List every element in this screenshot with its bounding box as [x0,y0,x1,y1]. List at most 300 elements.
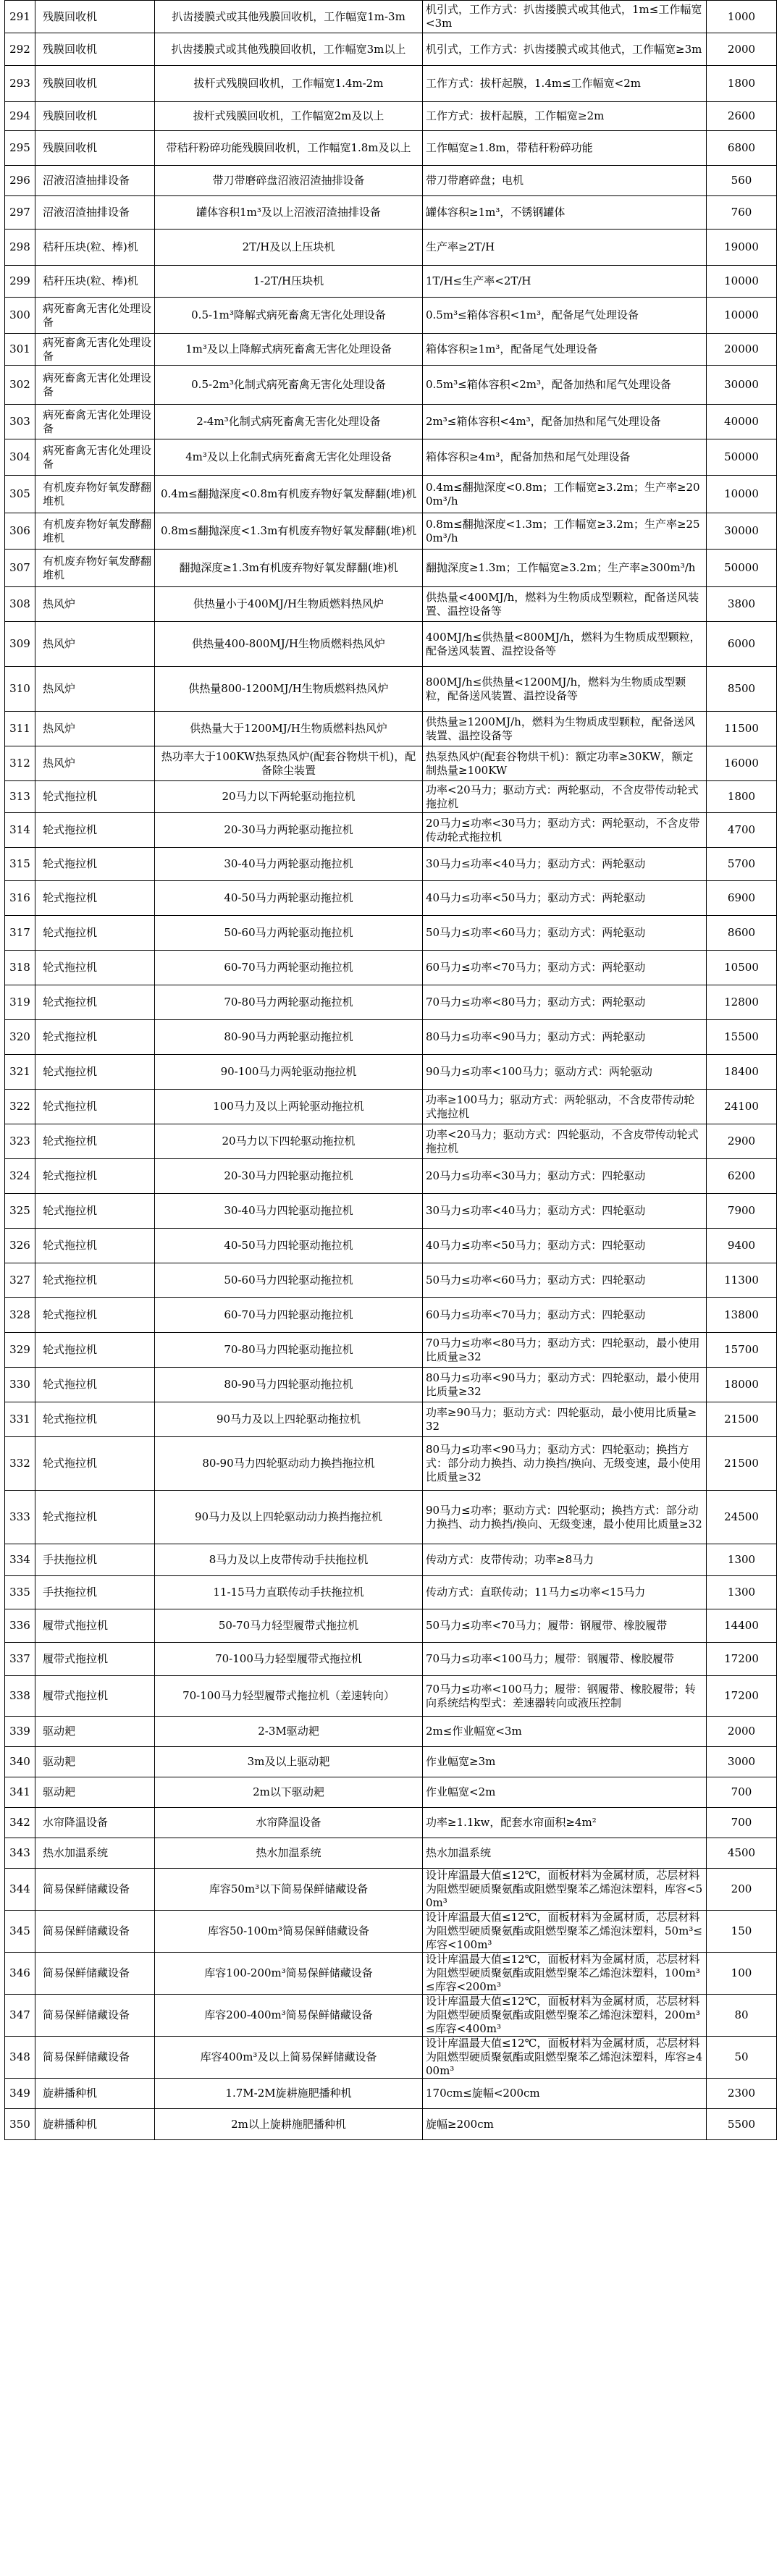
table-row [5,622,777,667]
item-name: 沼液沼渣抽排设备 [35,166,155,196]
item-spec: 20马力以下两轮驱动拖拉机 [155,781,423,813]
subsidy-amount: 21500 [707,1402,777,1437]
item-number: 335 [5,1576,35,1609]
table-row [5,1402,777,1437]
subsidy-amount: 560 [707,166,777,196]
table-row [5,476,777,513]
item-name: 履带式拖拉机 [35,1676,155,1717]
subsidy-amount: 5700 [707,848,777,881]
table-row [5,2079,777,2109]
item-params: 0.4m≤翻抛深度<0.8m；工作幅宽≥3.2m；生产率≥200m³/h [423,476,707,513]
item-spec: 1m³及以上降解式病死畜禽无害化处理设备 [155,334,423,366]
item-number: 322 [5,1090,35,1124]
table-body [5,1,777,2140]
item-params: 30马力≤功率<40马力；驱动方式：两轮驱动 [423,848,707,881]
item-number: 344 [5,1869,35,1911]
subsidy-amount: 5500 [707,2109,777,2140]
item-number: 298 [5,230,35,266]
item-number: 311 [5,712,35,746]
item-number: 305 [5,476,35,513]
table-row [5,513,777,550]
item-spec: 2m以下驱动耙 [155,1777,423,1808]
table-row [5,1808,777,1838]
table-row [5,712,777,746]
item-number: 333 [5,1491,35,1544]
table-row [5,1124,777,1159]
table-row [5,1953,777,1995]
item-spec: 8马力及以上皮带传动手扶拖拉机 [155,1544,423,1576]
item-name: 简易保鲜储藏设备 [35,1911,155,1953]
table-row [5,1911,777,1953]
item-name: 驱动耙 [35,1777,155,1808]
table-row [5,667,777,712]
item-name: 轮式拖拉机 [35,1298,155,1333]
item-name: 病死畜禽无害化处理设备 [35,334,155,366]
subsidy-amount: 2000 [707,1717,777,1747]
item-name: 秸秆压块(粒、棒)机 [35,266,155,298]
table-row [5,1333,777,1368]
item-params: 170cm≤旋幅<200cm [423,2079,707,2109]
item-params: 40马力≤功率<50马力；驱动方式：两轮驱动 [423,881,707,916]
item-name: 轮式拖拉机 [35,881,155,916]
item-name: 热水加温系统 [35,1838,155,1869]
item-spec: 翻抛深度≥1.3m有机废弃物好氧发酵翻(堆)机 [155,550,423,587]
table-row [5,439,777,476]
item-params: 50马力≤功率<60马力；驱动方式：四轮驱动 [423,1263,707,1298]
item-params: 功率≥100马力；驱动方式：两轮驱动，不含皮带传动轮式拖拉机 [423,1090,707,1124]
subsidy-amount: 16000 [707,746,777,781]
item-name: 轮式拖拉机 [35,951,155,985]
item-name: 秸秆压块(粒、棒)机 [35,230,155,266]
item-number: 314 [5,813,35,848]
item-name: 病死畜禽无害化处理设备 [35,366,155,405]
subsidy-amount: 11500 [707,712,777,746]
item-name: 病死畜禽无害化处理设备 [35,298,155,334]
item-number: 316 [5,881,35,916]
item-name: 轮式拖拉机 [35,1159,155,1194]
subsidy-amount: 12800 [707,985,777,1020]
table-row [5,746,777,781]
item-params: 传动方式：直联传动；11马力≤功率<15马力 [423,1576,707,1609]
item-spec: 30-40马力四轮驱动拖拉机 [155,1194,423,1229]
item-name: 简易保鲜储藏设备 [35,1953,155,1995]
item-spec: 90马力及以上四轮驱动拖拉机 [155,1402,423,1437]
item-number: 323 [5,1124,35,1159]
item-params: 设计库温最大值≤12℃，面板材料为金属材质，芯层材料为阻燃型硬质聚氨酯或阻燃型聚苯乙烯泡沫塑料，50m³≤库容<100m³ [423,1911,707,1953]
item-name: 驱动耙 [35,1717,155,1747]
item-name: 有机废弃物好氧发酵翻堆机 [35,513,155,550]
item-number: 299 [5,266,35,298]
item-spec: 20-30马力四轮驱动拖拉机 [155,1159,423,1194]
subsidy-amount: 700 [707,1808,777,1838]
item-number: 341 [5,1777,35,1808]
item-name: 履带式拖拉机 [35,1643,155,1676]
item-spec: 0.4m≤翻抛深度<0.8m有机废弃物好氧发酵翻(堆)机 [155,476,423,513]
item-number: 329 [5,1333,35,1368]
subsidy-amount: 13800 [707,1298,777,1333]
item-name: 简易保鲜储藏设备 [35,1869,155,1911]
subsidy-amount: 80 [707,1995,777,2037]
item-params: 设计库温最大值≤12℃，面板材料为金属材质，芯层材料为阻燃型硬质聚氨酯或阻燃型聚苯乙烯泡沫塑料，库容<50m³ [423,1869,707,1911]
item-name: 简易保鲜储藏设备 [35,1995,155,2037]
table-row [5,587,777,622]
subsidy-amount: 6900 [707,881,777,916]
item-params: 热泵热风炉(配套谷物烘干机)：额定功率≥30KW，额定制热量≥100KW [423,746,707,781]
subsidy-amount: 14400 [707,1609,777,1643]
table-row [5,1777,777,1808]
table-row [5,1676,777,1717]
item-number: 309 [5,622,35,667]
item-params: 0.5m³≤箱体容积<1m³，配备尾气处理设备 [423,298,707,334]
item-spec: 扒齿搂膜式或其他残膜回收机，工作幅宽3m以上 [155,33,423,66]
item-spec: 供热量800-1200MJ/H生物质燃料热风炉 [155,667,423,712]
table-row [5,196,777,230]
item-name: 履带式拖拉机 [35,1609,155,1643]
item-spec: 90-100马力两轮驱动拖拉机 [155,1055,423,1090]
item-params: 80马力≤功率<90马力；驱动方式：四轮驱动，最小使用比质量≥32 [423,1368,707,1402]
item-params: 1T/H≤生产率<2T/H [423,266,707,298]
item-params: 带刀带磨碎盘；电机 [423,166,707,196]
item-name: 热风炉 [35,587,155,622]
item-name: 旋耕播种机 [35,2109,155,2140]
item-name: 水帘降温设备 [35,1808,155,1838]
subsidy-amount: 700 [707,1777,777,1808]
item-number: 332 [5,1437,35,1491]
item-name: 简易保鲜储藏设备 [35,2037,155,2079]
item-params: 功率≥90马力；驱动方式：四轮驱动，最小使用比质量≥32 [423,1402,707,1437]
item-name: 轮式拖拉机 [35,1055,155,1090]
table-row [5,550,777,587]
item-params: 70马力≤功率<80马力；驱动方式：两轮驱动 [423,985,707,1020]
subsidy-amount: 50000 [707,550,777,587]
item-name: 轮式拖拉机 [35,1402,155,1437]
subsidy-table [4,0,777,2140]
item-name: 残膜回收机 [35,66,155,102]
subsidy-amount: 17200 [707,1676,777,1717]
table-row [5,951,777,985]
item-spec: 库容400m³及以上简易保鲜储藏设备 [155,2037,423,2079]
subsidy-amount: 760 [707,196,777,230]
subsidy-amount: 24500 [707,1491,777,1544]
subsidy-amount: 1300 [707,1544,777,1576]
item-name: 轮式拖拉机 [35,1194,155,1229]
subsidy-amount: 3000 [707,1747,777,1777]
table-row [5,366,777,405]
table-row [5,1368,777,1402]
item-spec: 1-2T/H压块机 [155,266,423,298]
subsidy-amount: 8600 [707,916,777,951]
item-spec: 2T/H及以上压块机 [155,230,423,266]
item-params: 70马力≤功率<80马力；驱动方式：四轮驱动，最小使用比质量≥32 [423,1333,707,1368]
item-params: 800MJ/h≤供热量<1200MJ/h，燃料为生物质成型颗粒，配备送风装置、温控设备等 [423,667,707,712]
subsidy-amount: 1000 [707,1,777,33]
item-name: 有机废弃物好氧发酵翻堆机 [35,476,155,513]
item-params: 作业幅宽≥3m [423,1747,707,1777]
item-number: 310 [5,667,35,712]
item-name: 轮式拖拉机 [35,1437,155,1491]
item-params: 2m≤作业幅宽<3m [423,1717,707,1747]
item-params: 40马力≤功率<50马力；驱动方式：四轮驱动 [423,1229,707,1263]
table-row [5,298,777,334]
item-spec: 拔杆式残膜回收机，工作幅宽2m及以上 [155,102,423,131]
item-name: 轮式拖拉机 [35,916,155,951]
subsidy-amount: 6800 [707,131,777,166]
subsidy-amount: 4500 [707,1838,777,1869]
item-params: 20马力≤功率<30马力；驱动方式：四轮驱动 [423,1159,707,1194]
item-name: 轮式拖拉机 [35,1333,155,1368]
item-number: 313 [5,781,35,813]
item-number: 338 [5,1676,35,1717]
item-number: 330 [5,1368,35,1402]
item-spec: 库容100-200m³简易保鲜储藏设备 [155,1953,423,1995]
item-params: 20马力≤功率<30马力；驱动方式：两轮驱动，不含皮带传动轮式拖拉机 [423,813,707,848]
table-row [5,848,777,881]
subsidy-amount: 2300 [707,2079,777,2109]
item-params: 箱体容积≥4m³，配备加热和尾气处理设备 [423,439,707,476]
item-number: 312 [5,746,35,781]
item-params: 机引式，工作方式：扒齿搂膜式或其他式，工作幅宽≥3m [423,33,707,66]
table-row [5,1263,777,1298]
item-spec: 70-80马力两轮驱动拖拉机 [155,985,423,1020]
item-name: 轮式拖拉机 [35,1368,155,1402]
item-name: 轮式拖拉机 [35,1124,155,1159]
item-spec: 扒齿搂膜式或其他残膜回收机，工作幅宽1m-3m [155,1,423,33]
item-number: 301 [5,334,35,366]
item-params: 80马力≤功率<90马力；驱动方式：两轮驱动 [423,1020,707,1055]
item-number: 334 [5,1544,35,1576]
item-number: 294 [5,102,35,131]
item-spec: 水帘降温设备 [155,1808,423,1838]
table-row [5,2109,777,2140]
item-spec: 70-100马力轻型履带式拖拉机 [155,1643,423,1676]
item-spec: 4m³及以上化制式病死畜禽无害化处理设备 [155,439,423,476]
item-name: 热风炉 [35,746,155,781]
item-number: 315 [5,848,35,881]
item-number: 319 [5,985,35,1020]
item-spec: 供热量小于400MJ/H生物质燃料热风炉 [155,587,423,622]
item-spec: 2m以上旋耕施肥播种机 [155,2109,423,2140]
item-number: 350 [5,2109,35,2140]
subsidy-amount: 18400 [707,1055,777,1090]
item-number: 347 [5,1995,35,2037]
item-params: 2m³≤箱体容积<4m³，配备加热和尾气处理设备 [423,405,707,439]
item-params: 传动方式：皮带传动；功率≥8马力 [423,1544,707,1576]
subsidy-amount: 1800 [707,66,777,102]
subsidy-amount: 2000 [707,33,777,66]
item-params: 热水加温系统 [423,1838,707,1869]
item-spec: 热功率大于100KW热泵热风炉(配套谷物烘干机)，配备除尘装置 [155,746,423,781]
subsidy-amount: 2600 [707,102,777,131]
item-name: 旋耕播种机 [35,2079,155,2109]
table-row [5,1995,777,2037]
subsidy-amount: 3800 [707,587,777,622]
subsidy-amount: 18000 [707,1368,777,1402]
table-row [5,1298,777,1333]
item-params: 工作方式：拔杆起膜，工作幅宽≥2m [423,102,707,131]
subsidy-amount: 30000 [707,513,777,550]
item-number: 348 [5,2037,35,2079]
item-number: 327 [5,1263,35,1298]
table-row [5,916,777,951]
subsidy-amount: 9400 [707,1229,777,1263]
item-params: 设计库温最大值≤12℃，面板材料为金属材质，芯层材料为阻燃型硬质聚氨酯或阻燃型聚苯乙烯泡沫塑料，100m³≤库容<200m³ [423,1953,707,1995]
item-spec: 50-60马力两轮驱动拖拉机 [155,916,423,951]
subsidy-amount: 2900 [707,1124,777,1159]
table-row [5,881,777,916]
subsidy-amount: 4700 [707,813,777,848]
item-params: 70马力≤功率<100马力；履带：钢履带、橡胶履带 [423,1643,707,1676]
subsidy-amount: 30000 [707,366,777,405]
item-number: 300 [5,298,35,334]
item-name: 轮式拖拉机 [35,985,155,1020]
item-spec: 0.5-1m³降解式病死畜禽无害化处理设备 [155,298,423,334]
item-name: 有机废弃物好氧发酵翻堆机 [35,550,155,587]
subsidy-amount: 11300 [707,1263,777,1298]
item-params: 50马力≤功率<70马力；履带：钢履带、橡胶履带 [423,1609,707,1643]
item-name: 病死畜禽无害化处理设备 [35,439,155,476]
table-row [5,1643,777,1676]
item-spec: 罐体容积1m³及以上沼液沼渣抽排设备 [155,196,423,230]
subsidy-amount: 100 [707,1953,777,1995]
subsidy-amount: 6000 [707,622,777,667]
item-number: 331 [5,1402,35,1437]
table-row [5,1747,777,1777]
item-name: 轮式拖拉机 [35,1020,155,1055]
item-spec: 60-70马力四轮驱动拖拉机 [155,1298,423,1333]
item-name: 轮式拖拉机 [35,848,155,881]
item-params: 400MJ/h≤供热量<800MJ/h，燃料为生物质成型颗粒，配备送风装置、温控设备等 [423,622,707,667]
item-params: 功率≥1.1kw，配套水帘面积≥4m² [423,1808,707,1838]
item-number: 303 [5,405,35,439]
item-number: 293 [5,66,35,102]
item-number: 321 [5,1055,35,1090]
subsidy-amount: 10500 [707,951,777,985]
item-spec: 50-60马力四轮驱动拖拉机 [155,1263,423,1298]
item-number: 318 [5,951,35,985]
item-number: 302 [5,366,35,405]
item-name: 残膜回收机 [35,1,155,33]
item-number: 320 [5,1020,35,1055]
item-name: 残膜回收机 [35,102,155,131]
table-row [5,1090,777,1124]
item-number: 328 [5,1298,35,1333]
item-number: 325 [5,1194,35,1229]
table-row [5,1055,777,1090]
item-number: 297 [5,196,35,230]
item-name: 轮式拖拉机 [35,1090,155,1124]
subsidy-amount: 1800 [707,781,777,813]
subsidy-amount: 50000 [707,439,777,476]
table-row [5,2037,777,2079]
item-spec: 70-80马力四轮驱动拖拉机 [155,1333,423,1368]
table-row [5,230,777,266]
table-row [5,102,777,131]
item-name: 轮式拖拉机 [35,813,155,848]
item-spec: 30-40马力两轮驱动拖拉机 [155,848,423,881]
item-number: 345 [5,1911,35,1953]
item-spec: 库容200-400m³简易保鲜储藏设备 [155,1995,423,2037]
item-params: 设计库温最大值≤12℃，面板材料为金属材质，芯层材料为阻燃型硬质聚氨酯或阻燃型聚苯乙烯泡沫塑料，库容≥400m³ [423,2037,707,2079]
item-params: 30马力≤功率<40马力；驱动方式：四轮驱动 [423,1194,707,1229]
item-params: 供热量<400MJ/h，燃料为生物质成型颗粒，配备送风装置、温控设备等 [423,587,707,622]
item-number: 308 [5,587,35,622]
table-row [5,781,777,813]
item-number: 307 [5,550,35,587]
table-row [5,1491,777,1544]
item-number: 304 [5,439,35,476]
item-number: 295 [5,131,35,166]
item-spec: 20-30马力两轮驱动拖拉机 [155,813,423,848]
table-row [5,166,777,196]
item-name: 轮式拖拉机 [35,1263,155,1298]
item-name: 残膜回收机 [35,33,155,66]
item-spec: 90马力及以上四轮驱动动力换挡拖拉机 [155,1491,423,1544]
item-number: 343 [5,1838,35,1869]
table-row [5,1437,777,1491]
item-params: 0.8m≤翻抛深度<1.3m；工作幅宽≥3.2m；生产率≥250m³/h [423,513,707,550]
table-row [5,266,777,298]
item-params: 生产率≥2T/H [423,230,707,266]
subsidy-amount: 19000 [707,230,777,266]
subsidy-amount: 6200 [707,1159,777,1194]
item-spec: 0.8m≤翻抛深度<1.3m有机废弃物好氧发酵翻(堆)机 [155,513,423,550]
item-params: 翻抛深度≥1.3m；工作幅宽≥3.2m；生产率≥300m³/h [423,550,707,587]
item-name: 热风炉 [35,712,155,746]
item-spec: 带秸秆粉碎功能残膜回收机，工作幅宽1.8m及以上 [155,131,423,166]
item-spec: 拔杆式残膜回收机，工作幅宽1.4m-2m [155,66,423,102]
item-spec: 11-15马力直联传动手扶拖拉机 [155,1576,423,1609]
item-spec: 80-90马力四轮驱动拖拉机 [155,1368,423,1402]
subsidy-amount: 7900 [707,1194,777,1229]
table-row [5,334,777,366]
item-name: 沼液沼渣抽排设备 [35,196,155,230]
item-name: 手扶拖拉机 [35,1576,155,1609]
subsidy-amount: 1300 [707,1576,777,1609]
item-name: 轮式拖拉机 [35,1229,155,1263]
subsidy-amount: 21500 [707,1437,777,1491]
item-params: 80马力≤功率<90马力；驱动方式：四轮驱动；换挡方式：部分动力换挡、动力换挡/换向、无级变速，最小使用比质量≥32 [423,1437,707,1491]
item-params: 供热量≥1200MJ/h，燃料为生物质成型颗粒，配备送风装置、温控设备等 [423,712,707,746]
item-number: 326 [5,1229,35,1263]
item-number: 337 [5,1643,35,1676]
item-name: 热风炉 [35,667,155,712]
item-spec: 热水加温系统 [155,1838,423,1869]
table-row [5,1229,777,1263]
item-name: 病死畜禽无害化处理设备 [35,405,155,439]
table-row [5,1869,777,1911]
item-spec: 供热量400-800MJ/H生物质燃料热风炉 [155,622,423,667]
item-params: 设计库温最大值≤12℃，面板材料为金属材质，芯层材料为阻燃型硬质聚氨酯或阻燃型聚苯乙烯泡沫塑料，200m³≤库容<400m³ [423,1995,707,2037]
item-params: 机引式，工作方式：扒齿搂膜式或其他式，1m≤工作幅宽<3m [423,1,707,33]
subsidy-amount: 150 [707,1911,777,1953]
item-params: 箱体容积≥1m³，配备尾气处理设备 [423,334,707,366]
item-spec: 库容50-100m³简易保鲜储藏设备 [155,1911,423,1953]
item-params: 60马力≤功率<70马力；驱动方式：四轮驱动 [423,1298,707,1333]
item-spec: 2-4m³化制式病死畜禽无害化处理设备 [155,405,423,439]
table-row [5,1838,777,1869]
table-row [5,1020,777,1055]
item-spec: 1.7M-2M旋耕施肥播种机 [155,2079,423,2109]
item-name: 轮式拖拉机 [35,781,155,813]
table-row [5,813,777,848]
item-number: 317 [5,916,35,951]
subsidy-amount: 10000 [707,476,777,513]
item-spec: 80-90马力四轮驱动动力换挡拖拉机 [155,1437,423,1491]
table-row [5,1717,777,1747]
item-number: 349 [5,2079,35,2109]
table-row [5,405,777,439]
item-number: 291 [5,1,35,33]
